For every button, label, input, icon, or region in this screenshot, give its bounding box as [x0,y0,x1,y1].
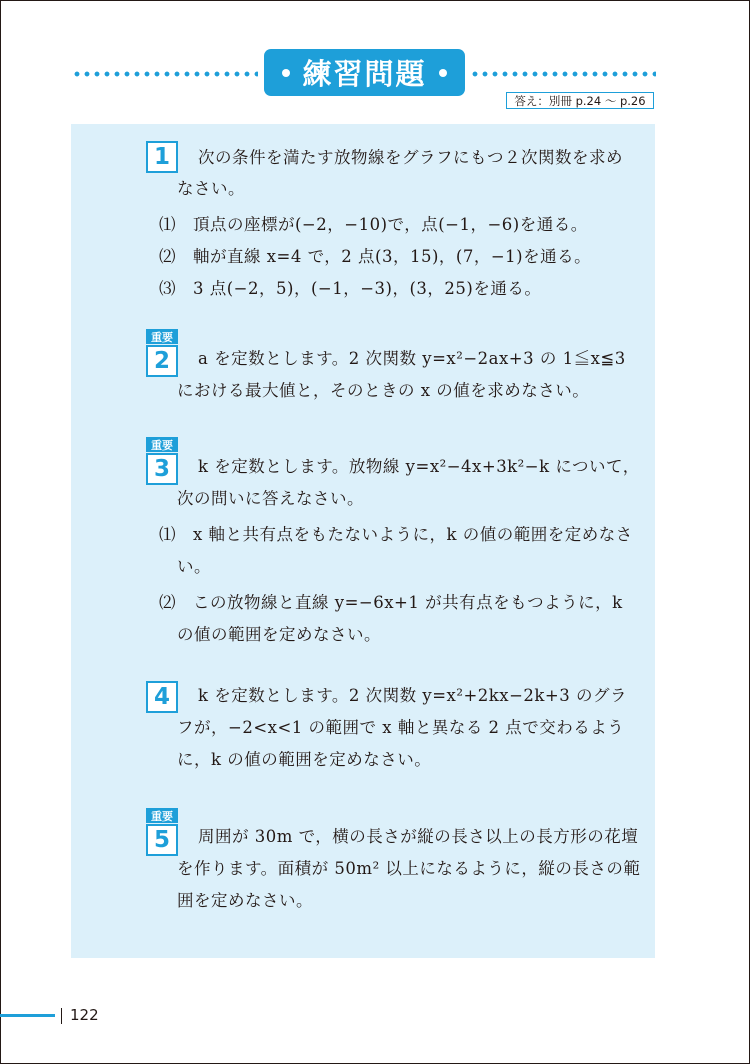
problem-number-badge: 5 [146,824,178,856]
problem-4-number-wrap [146,681,178,713]
important-label: 重要 [146,808,178,823]
subquestion-line: ⑴ 頂点の座標が(−2，−10)で，点(−1，−6)を通る。 [159,215,588,234]
problem-text-line: なさい。 [177,179,245,198]
section-title [264,49,465,96]
problem-number-badge: 1 [146,141,178,173]
problem-number-badge: 4 [146,681,178,713]
problem-text-line: k を定数とします。放物線 y=x²−4x+3k²−k について， [198,457,640,476]
footer-divider [61,1008,62,1024]
problem-5-number-wrap [146,808,178,856]
problem-text-line: a を定数とします。2 次関数 y=x²−2ax+3 の 1≦x≦3 [198,349,626,368]
subquestion-line: い。 [177,557,211,576]
title-dots-right [470,70,656,78]
problem-text-line: フが，−2<x<1 の範囲で x 軸と異なる 2 点で交わるよう [177,718,625,737]
answer-reference: 答え：別冊 p.24 ～ p.26 [506,92,654,109]
problem-text-line: 次の条件を満たす放物線をグラフにもつ２次関数を求め [198,148,623,167]
problem-text-line: 周囲が 30m で，横の長さが縦の長さ以上の長方形の花壇 [198,827,639,846]
subquestion-line: ⑵ この放物線と直線 y=−6x+1 が共有点をもつように，k [159,593,623,612]
title-bullet-right [439,69,447,77]
subquestion-line: の値の範囲を定めなさい。 [177,625,381,644]
problem-2-number-wrap [146,329,178,377]
footer-rule [0,1014,55,1017]
problem-text-line: における最大値と，そのときの x の値を求めなさい。 [177,381,590,400]
subquestion-line: ⑴ x 軸と共有点をもたないように，k の値の範囲を定めなさ [159,525,633,544]
problem-text-line: 囲を定めなさい。 [177,891,313,910]
problem-text-line: を作ります。面積が 50m² 以上になるように，縦の長さの範 [177,859,641,878]
problem-text-line: に，k の値の範囲を定めなさい。 [177,750,432,769]
section-title-text: 練習問題 [302,57,427,91]
page-number: 122 [70,1006,99,1024]
problem-text-line: 次の問いに答えなさい。 [177,489,364,508]
exercise-panel [71,124,655,958]
title-bullet-left [282,69,290,77]
important-label: 重要 [146,437,178,452]
problem-1-number-wrap [146,141,178,173]
important-label: 重要 [146,329,178,344]
problem-number-badge: 3 [146,453,178,485]
subquestion-line: ⑶ 3 点(−2，5)，(−1，−3)，(3，25)を通る。 [159,279,542,298]
title-dots-left [72,70,258,78]
problem-3-number-wrap [146,437,178,485]
subquestion-line: ⑵ 軸が直線 x=4 で，2 点(3，15)，(7，−1)を通る。 [159,247,592,266]
problem-text-line: k を定数とします。2 次関数 y=x²+2kx−2k+3 のグラ [198,686,627,705]
problem-number-badge: 2 [146,345,178,377]
